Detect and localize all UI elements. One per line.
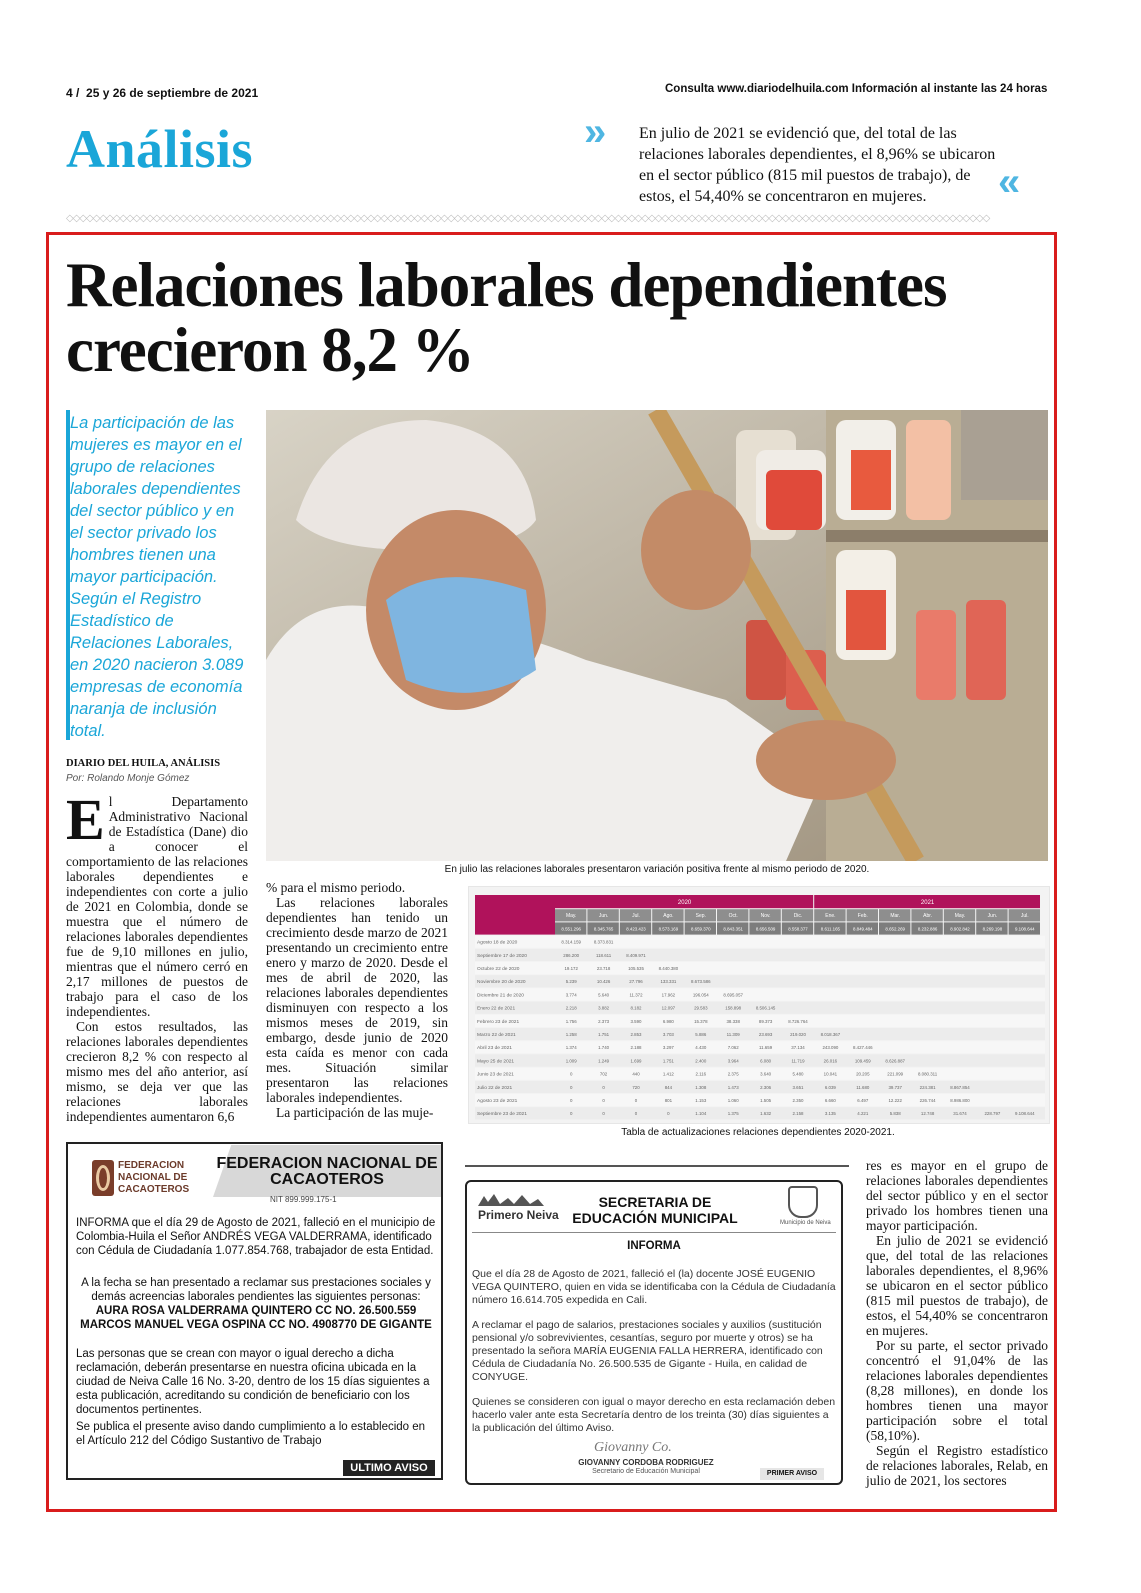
table-cell: 9.108.644 — [1015, 1111, 1035, 1117]
table-cell: 5.480 — [792, 1071, 804, 1077]
table-month-header: Jul. — [632, 913, 640, 920]
data-table-graphic — [469, 887, 1049, 1123]
table-month-header: Jul. — [1020, 913, 1029, 920]
col3-paragraph-1: res es mayor en el grupo de relaciones laborales dependientes del sector público y en el sector privado los hombres tienen una mayor participación. — [866, 1158, 1048, 1233]
col1-paragraph-1: l Departamento Administrativo Nacional de Estadística (Dane) dio a conocer el comportamiento de las relaciones laborales dependientes e independientes con corte a julio de 2021 en Colombia, donde se muestra que el número de relaciones laborales dependientes fue de 9,10 millones en julio, mientras que el número cerró en 2,17 millones de puestos de trabajo para el caso de los independientes. — [66, 794, 248, 1019]
table-cell: 3.774 — [565, 992, 577, 998]
table-month-header: Jun. — [987, 913, 998, 920]
table-cell: 2.188 — [630, 1045, 642, 1051]
table-cell: 2.218 — [565, 1005, 577, 1011]
photo-caption: En julio las relaciones laborales presentaron variación positiva frente al mismo periodo de 2020. — [444, 864, 870, 875]
table-row-label: Junio 23 de 2021 — [477, 1072, 514, 1078]
table-cell: 844 — [664, 1084, 673, 1090]
table-cell: 109.459 — [854, 1058, 871, 1064]
table-total-cell: 8.843.351 — [723, 926, 743, 932]
table-cell: 1.756 — [565, 1018, 577, 1024]
ultimo-aviso-badge: ULTIMO AVISO — [343, 1460, 435, 1476]
federacion-claimants: AURA ROSA VALDERRAMA QUINTERO CC NO. 26.500.559 MARCOS MANUEL VEGA OSPINA CC NO. 4908770 DE GIGANTE — [80, 1305, 432, 1331]
table-month-header: Dic. — [793, 913, 803, 920]
table-cell: 3.135 — [824, 1111, 836, 1117]
table-total-cell: 8.269.198 — [982, 926, 1003, 932]
table-cell: 1.104 — [695, 1111, 707, 1117]
lead-paragraph: La participación de las mujeres es mayor en el grupo de relaciones laborales dependientes del sector público y en el sector privado los hombres tienen una mayor participación. Según el Registro Estadístico de Relaciones Laborales, en 2020 nacieron 3.089 empresas de economía naranja de inclusión total. — [70, 414, 244, 740]
table-cell: 31.674 — [953, 1111, 967, 1117]
table-total-cell: 8.656.509 — [755, 926, 776, 932]
table-row-label: Agosto 18 de 2020 — [477, 940, 518, 946]
table-cell: 7.062 — [727, 1045, 739, 1051]
table-cell: 38.338 — [726, 1018, 740, 1024]
table-total-cell: 8.551.296 — [561, 926, 581, 932]
ornament-divider: ◇◇◇◇◇◇◇◇◇◇◇◇◇◇◇◇◇◇◇◇◇◇◇◇◇◇◇◇◇◇◇◇◇◇◇◇◇◇◇◇◇◇◇◇◇◇◇◇◇◇◇◇◇◇◇◇◇◇◇◇◇◇◇◇◇◇◇◇◇◇◇◇◇◇◇◇◇◇◇◇◇◇◇◇◇◇◇◇◇◇◇◇◇◇◇◇◇◇◇◇◇◇◇◇◇◇◇◇◇◇◇◇◇◇◇◇◇◇◇◇◇◇◇◇◇◇◇◇◇◇◇◇◇◇◇◇◇◇ — [66, 214, 990, 224]
federacion-paragraph-1: INFORMA que el día 29 de Agosto de 2021, falleció en el municipio de Colombia-Huila el Señor ANDRÉS VEGA VALDERRAMA, identificado con Cédula de Ciudadanía 1.077.854.768, trabajador de esta Entidad. — [76, 1217, 436, 1257]
table-row-label: Septiembre 17 de 2020 — [477, 953, 527, 959]
table-cell: 0 — [569, 1084, 573, 1090]
table-cell: 8.409.971 — [626, 952, 646, 958]
table-year-label: 2020 — [677, 900, 692, 906]
table-month-header: May. — [954, 913, 966, 920]
table-cell: 15.378 — [694, 1018, 708, 1024]
table-cell: 0 — [634, 1098, 638, 1103]
table-row-label: Julio 22 de 2021 — [477, 1085, 513, 1091]
primero-neiva-logo — [478, 1192, 559, 1222]
section-title: Análisis — [66, 119, 254, 179]
table-cell: 3.590 — [630, 1018, 642, 1024]
table-row-bg — [475, 949, 1045, 961]
article-photo — [266, 410, 1048, 861]
table-year-label: 2021 — [920, 900, 935, 906]
table-cell: 1.009 — [565, 1058, 577, 1064]
table-total-cell: 8.423.423 — [626, 926, 646, 932]
table-cell: 6.660 — [824, 1098, 836, 1103]
table-total-cell: 8.652.269 — [885, 926, 905, 932]
secretaria-rule — [472, 1232, 836, 1233]
col1-paragraph-2: Con estos resultados, las relaciones laborales dependientes crecieron 8,2 % con respecto al mismo mes del año anterior, así mismo, se deja ver que las relaciones laborales independientes aumentaron 6,6 — [66, 1019, 248, 1124]
table-cell: 8.314.159 — [561, 939, 581, 945]
table-cell: 8.182 — [630, 1005, 642, 1011]
table-cell: 11.309 — [726, 1032, 740, 1037]
col2-paragraph-2: Las relaciones laborales dependientes han tenido un crecimiento desde marzo de 2021 presentando un crecimiento entre enero y marzo de 2020. Desde el mes de abril de 2020, las relaciones laborales dependientes disminuyen con respecto a los mismos meses de 2019, sin embargo, desde junio de 2020 esta caída es menor con cada mes. Situación similar presentaron las relaciones laborales independientes. — [266, 895, 448, 1105]
table-cell: 6.080 — [760, 1058, 772, 1064]
table-cell: 29.583 — [694, 1005, 708, 1011]
table-total-cell: 8.611.165 — [820, 926, 841, 932]
table-cell: 12.097 — [661, 1005, 676, 1011]
table-cell: 1.374 — [565, 1045, 577, 1051]
table-cell: 2.116 — [695, 1071, 707, 1077]
table-cell: 12.748 — [920, 1111, 935, 1117]
table-row-label: Noviembre 20 de 2020 — [477, 980, 526, 986]
table-month-header: Oct. — [728, 913, 738, 920]
table-cell: 26.016 — [823, 1058, 838, 1064]
table-cell: 8.626.887 — [885, 1058, 905, 1064]
table-cell: 89.373 — [758, 1018, 773, 1024]
table-cell: 2.306 — [760, 1084, 772, 1090]
table-cell: 118.611 — [595, 952, 612, 958]
table-cell: 440 — [632, 1071, 640, 1077]
municipio-caption: Municipio de Neiva — [780, 1220, 831, 1226]
table-cell: 0 — [634, 1111, 638, 1117]
table-cell: 1.153 — [695, 1098, 707, 1103]
educacion-paragraph-3: Quienes se consideren con igual o mayor derecho en esta reclamación deben hacerlo valer ante esta Secretaría dentro de los treinta (30) días siguientes a la publicación del último Aviso. — [472, 1396, 836, 1434]
table-total-cell: 9.108.644 — [1015, 926, 1035, 932]
table-cell: 6.980 — [662, 1018, 674, 1024]
table-cell: 12.222 — [888, 1098, 902, 1103]
table-cell: 221.099 — [887, 1071, 904, 1077]
table-cell: 196.054 — [692, 992, 709, 998]
table-month-header: Jun. — [598, 913, 609, 920]
secretaria-title: SECRETARIA DE EDUCACIÓN MUNICIPAL — [572, 1194, 738, 1226]
table-cell: 1.258 — [565, 1032, 577, 1037]
headline: Relaciones laborales dependientes crecieron 8,2 % — [66, 250, 947, 385]
page-header-date: 4 / 25 y 26 de septiembre de 2021 — [66, 86, 259, 100]
table-row-label: Agosto 23 de 2021 — [477, 1099, 518, 1104]
table-cell: 8.726.764 — [788, 1018, 808, 1024]
table-month-header: Feb. — [857, 913, 868, 920]
federacion-paragraph-3: Las personas que se crean con mayor o igual derecho a dicha reclamación, deberán presentarse en nuestra oficina ubicada en la ciudad de Neiva Calle 16 No. 3-20, dentro de los 15 días siguientes a esta publicación, acreditando su condición de beneficiario con los documentos pertinentes. — [76, 1348, 430, 1416]
table-cell: 4.430 — [695, 1045, 707, 1051]
table-cell: 1.308 — [695, 1084, 707, 1090]
table-cell: 2.853 — [630, 1032, 642, 1037]
table-cell: 3.703 — [662, 1032, 674, 1037]
table-cell: 1.060 — [727, 1098, 739, 1103]
table-cell: 228.797 — [984, 1111, 1001, 1117]
table-total-cell: 8.573.169 — [658, 926, 679, 932]
table-caption: Tabla de actualizaciones relaciones dependientes 2020-2021. — [621, 1127, 895, 1138]
table-cell: 11.659 — [759, 1045, 773, 1051]
table-cell: 224.381 — [919, 1084, 936, 1090]
table-cell: 105.535 — [628, 966, 644, 971]
signatory-name: GIOVANNY CORDOBA RODRIGUEZ — [578, 1458, 714, 1467]
article-column-1 — [66, 787, 248, 1124]
table-cell: 3.882 — [598, 1005, 610, 1011]
federacion-paragraph-4: Se publica el presente aviso dando cumplimiento a lo establecido en el Artículo 212 del Código Sustantivo de Trabajo — [76, 1421, 426, 1447]
table-month-header: Ago. — [663, 913, 674, 920]
table-cell: 10.426 — [596, 979, 611, 985]
table-cell: 5.239 — [565, 979, 577, 985]
table-cell: 20.205 — [856, 1071, 870, 1077]
table-cell: 702 — [599, 1071, 608, 1077]
table-cell: 2.400 — [695, 1058, 707, 1064]
table-cell: 1.249 — [598, 1058, 610, 1064]
drop-cap: E — [66, 787, 105, 852]
table-cell: 8.440.380 — [658, 966, 679, 971]
table-cell: 8.986.800 — [950, 1098, 970, 1103]
table-cell: 0 — [602, 1111, 605, 1117]
col3-paragraph-3: Por su parte, el sector privado concentró el 91,04% de las relaciones laborales dependientes (8,28 millones), en donde los hombres tienen una mayor participación sobre el total (58,10%). — [866, 1338, 1048, 1443]
table-row-label: Mayo 25 de 2021 — [477, 1059, 515, 1065]
article-column-2 — [266, 880, 448, 1120]
table-total-cell: 8.659.370 — [691, 926, 711, 932]
primero-neiva-label: Primero Neiva — [478, 1208, 559, 1222]
table-cell: 8.080.311 — [917, 1071, 938, 1077]
table-row-label: Diciembre 21 de 2020 — [477, 993, 524, 999]
table-month-header: Mar. — [890, 913, 901, 920]
table-cell: 27.796 — [629, 979, 643, 985]
col3-paragraph-2: En julio de 2021 se evidenció que, del total de las relaciones laborales dependientes, el 8,96% se ubicaron en el sector público (815 mil puestos de trabajo), de estos, el 54,40% se concentraron en mujeres. — [866, 1233, 1048, 1338]
table-cell: 1.473 — [727, 1084, 739, 1090]
table-cell: 720 — [632, 1084, 640, 1090]
table-cell: 6.497 — [857, 1098, 869, 1103]
table-cell: 2.375 — [727, 1071, 739, 1077]
table-cell: 3.964 — [727, 1058, 739, 1064]
table-cell: 17.962 — [661, 992, 676, 998]
table-cell: 226.744 — [919, 1098, 936, 1103]
data-table — [468, 886, 1050, 1124]
table-total-cell: 8.849.484 — [853, 926, 873, 932]
table-total-cell: 8.232.886 — [917, 926, 938, 932]
table-cell: 8.867.854 — [950, 1084, 970, 1090]
table-cell: 4.221 — [857, 1111, 869, 1117]
header-promo: Consulta www.diariodelhuila.com Información al instante las 24 horas — [665, 83, 1048, 95]
federacion-title: FEDERACION NACIONAL DE CACAOTEROS — [216, 1155, 438, 1188]
table-total-cell: 8.902.842 — [950, 926, 970, 932]
federacion-paragraph-2 — [76, 1276, 436, 1332]
table-cell: 3.297 — [662, 1045, 674, 1051]
table-cell: 1.699 — [630, 1058, 642, 1064]
table-cell: 1.751 — [598, 1032, 610, 1037]
table-cell: 219.020 — [790, 1032, 806, 1037]
municipio-shield-icon — [788, 1186, 818, 1218]
table-row-label: Octubre 22 de 2020 — [477, 967, 520, 972]
table-cell: 243.090 — [822, 1045, 839, 1051]
table-cell: 0 — [602, 1084, 605, 1090]
skyline-icon — [478, 1192, 544, 1206]
table-cell: 8.018.367 — [820, 1032, 841, 1037]
table-cell: 801 — [664, 1098, 673, 1103]
table-total-cell: 8.558.377 — [788, 926, 808, 932]
table-total-cell: 8.345.765 — [593, 926, 614, 932]
highlight-quote: En julio de 2021 se evidenció que, del total de las relaciones laborales dependientes, el 8,96% se ubicaron en el sector público (815 mil puestos de trabajo), de estos, el 54,40% se concentraron en mujeres. — [639, 125, 996, 205]
worker-photo-illustration — [266, 410, 1048, 861]
byline-author: Por: Rolando Monje Gómez — [66, 773, 190, 784]
educacion-paragraph-2: A reclamar el pago de salarios, prestaciones sociales y auxilios (sustitución pensional y/o sobrevivientes, cesantías, seguro por muerte y otros) se ha presentado la señora MARÍA EUGENIA FALLA HERRERA, identificado con Cédula de Ciudadanía No. 26.500.535 de Gigante - Huila, en calidad de CONYUGE. — [472, 1319, 823, 1383]
table-cell: 0 — [569, 1111, 573, 1117]
table-cell: 3.640 — [760, 1071, 772, 1077]
federacion-nit: NIT 899.999.175-1 — [270, 1195, 337, 1204]
table-month-header: Nov. — [760, 913, 771, 920]
table-row-label: Marzo 22 de 2021 — [477, 1033, 516, 1038]
signatory-role: Secretario de Educación Municipal — [592, 1468, 700, 1475]
table-cell: 1.751 — [662, 1058, 674, 1064]
table-cell: 10.041 — [823, 1071, 838, 1077]
table-cell: 11.719 — [791, 1058, 805, 1064]
table-row-label: Abril 23 de 2021 — [477, 1046, 512, 1052]
table-cell: 286.200 — [563, 952, 580, 958]
table-row-bg — [475, 988, 1045, 1000]
table-cell: 1.412 — [662, 1071, 674, 1077]
table-cell: 0 — [569, 1071, 573, 1077]
table-cell: 133.331 — [660, 979, 677, 985]
col2-paragraph-3: La participación de las muje- — [276, 1105, 434, 1120]
table-cell: 1.632 — [760, 1111, 772, 1117]
table-cell: 5.640 — [598, 992, 610, 998]
table-cell: 8.373.831 — [593, 939, 614, 945]
table-cell: 5.838 — [889, 1111, 901, 1117]
quote-open-icon: » — [584, 110, 599, 154]
table-row-label: Febrero 23 de 2021 — [477, 1019, 520, 1025]
table-row-label: Septiembre 23 de 2021 — [477, 1112, 527, 1118]
table-cell: 8.427.446 — [853, 1045, 873, 1051]
table-cell: 0 — [602, 1098, 605, 1103]
table-cell: 0 — [667, 1111, 670, 1117]
educacion-paragraph-1: Que el día 28 de Agosto de 2021, falleció el (la) docente JOSÉ EUGENIO VEGA QUINTERO, quien en vida se identificaba con la Cédula de Ciudadanía número 16.614.705 expedida en Cali. — [472, 1268, 836, 1306]
signature: Giovanny Co. — [594, 1440, 672, 1455]
table-cell: 2.158 — [792, 1111, 804, 1117]
table-cell: 1.375 — [727, 1111, 739, 1117]
quote-close-icon: « — [998, 160, 1013, 204]
table-month-header: Abr. — [923, 913, 933, 920]
primer-aviso-badge: PRIMER AVISO — [760, 1468, 824, 1480]
cacao-logo-icon — [90, 1158, 116, 1198]
table-row-bg — [475, 975, 1045, 987]
table-cell: 1.505 — [760, 1098, 772, 1103]
table-cell: 8.506.145 — [755, 1005, 776, 1011]
table-cell: 39.737 — [888, 1084, 902, 1090]
table-cell: 2.350 — [792, 1098, 804, 1103]
table-month-header: May. — [565, 913, 577, 920]
table-cell: 5.886 — [695, 1032, 707, 1037]
table-cell: 8.673.586 — [691, 979, 711, 985]
federacion-claim-intro: A la fecha se han presentado a reclamar sus prestaciones sociales y demás acreencias laborales pendientes las siguientes personas: — [81, 1277, 431, 1303]
table-cell: 11.680 — [856, 1084, 870, 1090]
byline-source: DIARIO DEL HUILA, ANÁLISIS — [66, 758, 221, 769]
col3-paragraph-4: Según el Registro estadístico de relaciones laborales, Relab, en julio de 2021, los sectores — [866, 1443, 1048, 1488]
table-cell: 19.172 — [564, 966, 578, 971]
federacion-logo-text: FEDERACION NACIONAL DE CACAOTEROS — [118, 1160, 190, 1195]
table-corner-header — [475, 895, 555, 935]
table-row-bg — [475, 962, 1045, 974]
table-cell: 0 — [569, 1098, 573, 1103]
table-month-header: Ene. — [825, 913, 836, 920]
table-cell: 6.039 — [824, 1084, 836, 1090]
table-cell: 37.134 — [791, 1045, 805, 1051]
notice-separator — [465, 1165, 849, 1167]
table-cell: 158.898 — [725, 1005, 742, 1011]
table-cell: 2.373 — [598, 1018, 610, 1024]
table-cell: 23.718 — [596, 966, 611, 971]
table-cell: 23.693 — [758, 1032, 773, 1037]
table-cell: 3.651 — [792, 1084, 804, 1090]
col2-paragraph-1: % para el mismo periodo. — [266, 880, 406, 895]
table-cell: 1.740 — [598, 1045, 610, 1051]
table-cell: 8.695.057 — [723, 992, 743, 998]
table-month-header: Sep. — [695, 913, 706, 920]
article-column-3 — [866, 1158, 1048, 1488]
informa-label: INFORMA — [627, 1240, 681, 1252]
table-cell: 11.372 — [629, 992, 643, 998]
table-row-label: Enero 22 de 2021 — [477, 1006, 516, 1012]
